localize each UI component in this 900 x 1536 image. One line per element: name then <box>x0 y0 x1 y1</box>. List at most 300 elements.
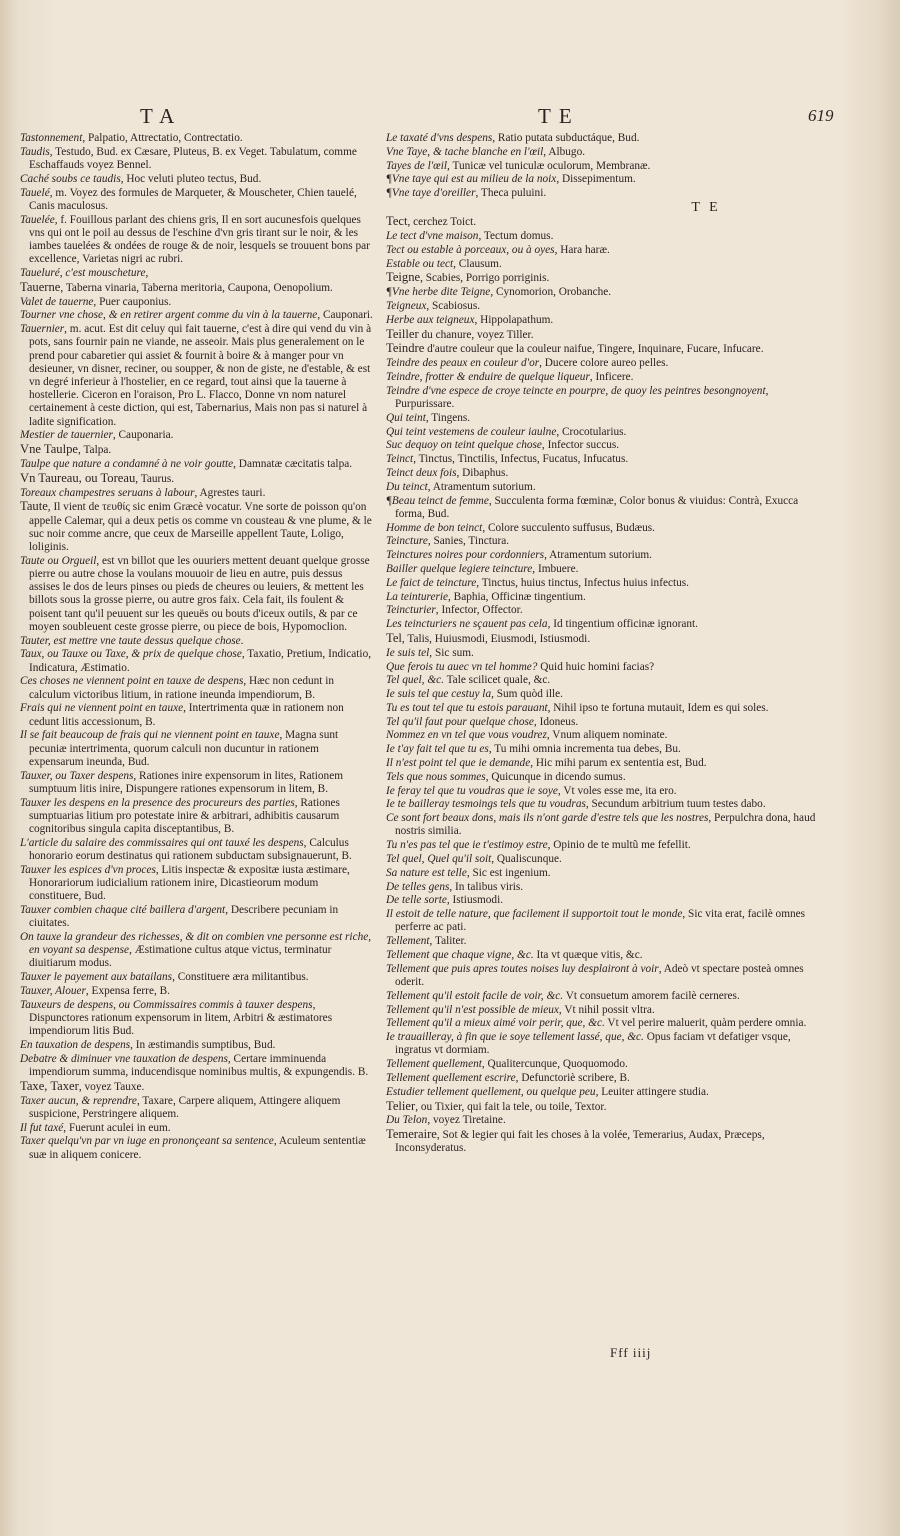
entry-headword: Vne Taulpe <box>20 442 78 457</box>
entry-definition: , Hæc non cedunt in calculum victoribus litium, in ratione ineunda impendiorum, B. <box>29 675 335 701</box>
entry-headword: Le taxaté d'vns despens <box>386 132 493 144</box>
entry-headword: Il n'est point tel que ie demande <box>386 757 531 770</box>
entry-definition: , Scabies, Porrigo porriginis. <box>420 272 550 285</box>
entry-headword: Teindre des peaux en couleur d'or <box>386 357 540 370</box>
dictionary-entry <box>386 949 826 962</box>
entry-headword: Taulpe que nature a condamné à ne voir goutte <box>20 458 234 470</box>
dictionary-entry <box>386 812 826 838</box>
dictionary-entry <box>386 314 826 327</box>
dictionary-entry <box>386 467 826 480</box>
running-header <box>0 104 900 128</box>
entry-definition: , In talibus viris. <box>449 880 524 893</box>
entry-definition: , Qualitercunque, Quoquomodo. <box>481 1058 628 1071</box>
signature-mark: Fff iiij <box>610 1345 652 1360</box>
entry-headword: Teinct <box>386 453 414 466</box>
dictionary-entry <box>386 1128 826 1155</box>
entry-headword: Tastonnement <box>20 132 83 144</box>
entry-headword: Homme de bon teinct <box>386 521 483 534</box>
entry-definition: , Cauponaria. <box>112 429 174 442</box>
entry-definition: , Colore succulento suffusus, Budæus. <box>482 521 656 534</box>
dictionary-entry <box>386 187 826 200</box>
dictionary-entry <box>386 146 826 159</box>
entry-definition: , Nihil ipso te fortuna mutauit, Idem es qui soles. <box>547 701 769 714</box>
dictionary-entry <box>386 160 826 173</box>
dictionary-entry <box>20 729 373 769</box>
entry-definition: , Infector, Offector. <box>435 604 523 617</box>
entry-headword: Le faict de teincture <box>386 576 477 589</box>
dictionary-entry <box>20 1122 373 1135</box>
dictionary-entry <box>20 837 373 863</box>
entry-definition: , Tectum domus. <box>478 229 554 242</box>
dictionary-entry <box>386 963 826 989</box>
section-heading: T E <box>691 199 721 215</box>
dictionary-entry <box>386 839 826 852</box>
entry-definition: , Aculeum sententiæ suæ in aliquem conicere. <box>29 1135 366 1161</box>
entry-definition: , Il vient de τευθίς sic enim Græcè vocatur. Vne sorte de poisson qu'on appelle Calemar, qui a deux petis os comme vn cousteau & vne plume, & le suc noir comme ancre, que ceux de Marseille appellent Taute, Loligo, loliginis. <box>29 501 372 553</box>
entry-headword: Suc dequoy on teint quelque chose <box>386 439 542 452</box>
entry-headword: Frais qui ne viennent point en tauxe <box>20 702 184 715</box>
entry-headword: Teigneux <box>386 299 427 312</box>
entry-headword: De telles gens <box>386 880 450 893</box>
entry-headword: La teinturerie <box>386 590 449 603</box>
dictionary-entry <box>20 1080 373 1094</box>
dictionary-entry <box>386 618 826 631</box>
entry-headword: Sa nature est telle <box>386 866 467 879</box>
entry-headword: Tellement que puis apres toutes noises luy desplairont à voir <box>386 962 659 975</box>
entry-definition: , Taurus. <box>135 472 175 485</box>
dictionary-entry <box>386 481 826 494</box>
entry-headword: En tauxation de despens <box>20 1039 131 1052</box>
entry-definition: , Damnatæ cæcitatis talpa. <box>233 458 353 470</box>
entry-definition: , Describere pecuniam in ciuitates. <box>29 904 339 930</box>
entry-definition: , Fuerunt aculei in eum. <box>63 1121 171 1134</box>
entry-definition: , Atramentum sutorium. <box>427 480 536 493</box>
entry-definition: , Vt voles esse me, ita ero. <box>557 784 677 797</box>
dictionary-entry <box>386 674 826 687</box>
dictionary-entry <box>20 487 373 500</box>
entry-headword: Nommez en vn tel que vous voudrez <box>386 729 547 742</box>
dictionary-entry <box>386 743 826 756</box>
entry-definition: , Tinctus, huius tinctus, Infectus huius infectus. <box>476 576 690 589</box>
entry-definition: , Taberna vinaria, Taberna meritoria, Caupona, Oenopolium. <box>60 281 333 294</box>
dictionary-entry <box>20 648 373 674</box>
dictionary-entry <box>20 173 373 186</box>
dictionary-entry <box>386 632 826 646</box>
dictionary-entry <box>20 458 373 471</box>
entry-definition: , Quicunque in dicendo sumus. <box>485 770 626 783</box>
entry-definition: d'autre couleur que la couleur naifue, Tingere, Inquinare, Fucare, Infucare. <box>424 343 764 356</box>
entry-headword: Tect ou estable à porceaux, ou à oyes <box>386 243 555 256</box>
dictionary-entry <box>20 675 373 701</box>
dictionary-entry <box>386 716 826 729</box>
entry-headword: Que ferois tu auec vn tel homme? <box>386 660 538 673</box>
entry-headword: Tauxer, Alouer <box>20 985 86 998</box>
entry-definition: Ita vt quæque vitis, &c. <box>533 949 643 962</box>
dictionary-entry <box>20 1095 373 1121</box>
entry-definition: , Ratio putata subductáque, Bud. <box>492 132 640 144</box>
entry-definition: , Crocotularius. <box>556 425 627 438</box>
entry-definition: , Cynomorion, Orobanche. <box>490 286 612 299</box>
entry-headword: Toreaux champestres seruans à labour <box>20 486 195 499</box>
entry-headword: Du Telon <box>386 1114 428 1127</box>
dictionary-entry <box>386 757 826 770</box>
dictionary-entry <box>386 522 826 535</box>
entry-definition: , In æstimandis sumptibus, Bud. <box>130 1039 276 1052</box>
entry-definition: , Certare imminuenda impendiorum summa, inducendisque nominibus multis, & expungendis. B. <box>29 1052 369 1079</box>
entry-headword: Ces choses ne viennent point en tauxe de despens <box>20 675 244 688</box>
dictionary-entry <box>20 999 373 1039</box>
entry-headword: Teindre d'vne espece de croye teincte en pourpre, de quoy les peintres besongnoyent <box>386 384 766 397</box>
right-column <box>386 132 826 1156</box>
entry-headword: Ie trauailleray, à fin que ie soye tellement lassé, que, &c. <box>386 1031 644 1044</box>
entry-definition: , est vn billot que les ouuriers mettent deuant quelque grosse pierre ou autre chose la voulans mouuoir de lieu en autre, puis dessus assises le dos de leurs pinses ou pieds de cheures ou leuiers, & mettent les billots sous la grosse pierre, ou autre gros faix. Cela fait, ils foulent & poisent tant qu'il peuuent sur les queuës ou bouts d'iceux outils, & par ce moyen soubleuent ceste grosse pierre, ou piece de bois, Hypomoclion. <box>29 554 370 633</box>
entry-definition: , Dissepimentum. <box>556 173 636 186</box>
dictionary-entry <box>386 798 826 811</box>
dictionary-entry <box>20 296 373 309</box>
dictionary-entry <box>20 635 373 648</box>
entry-definition: , Tunicæ vel tuniculæ oculorum, Membranæ. <box>447 159 651 172</box>
dictionary-entry <box>386 258 826 271</box>
entry-headword: On tauxe la grandeur des richesses, & dit on combien vne personne est riche, en voyant sa despense <box>20 931 372 957</box>
entry-headword: Il estoit de telle nature, que facilement il supportoit tout le monde <box>386 908 683 921</box>
entry-definition: , Magna sunt pecuniæ intertrimenta, quorum calculi non ducuntur in rationem expensarum ineunda, Bud. <box>29 729 339 768</box>
entry-definition: , voyez Tauxe. <box>78 1080 145 1093</box>
dictionary-entry <box>386 385 826 411</box>
entry-headword: Tauxer les despens en la presence des procureurs des parties <box>20 796 295 809</box>
entry-definition: , Litis inspectæ & expositæ iusta æstimare, Honorariorum iudicialium rationem inire, Dicastieorum modum constituere, Bud. <box>29 863 350 903</box>
entry-definition: , Inficere. <box>589 370 634 383</box>
entry-headword: Estudier tellement quellement, ou quelque peu <box>386 1085 596 1098</box>
dictionary-entry <box>20 931 373 971</box>
entry-headword: Tauter, est mettre vne taute dessus quelque chose <box>20 634 241 647</box>
entry-headword: Temeraire <box>386 1127 437 1142</box>
dictionary-entry <box>386 881 826 894</box>
dictionary-entry <box>386 300 826 313</box>
dictionary-entry <box>386 535 826 548</box>
entry-headword: Taueluré, c'est mouscheture <box>20 267 146 279</box>
entry-headword: Tellement quellement <box>386 1058 482 1071</box>
entry-definition: Quid huic homini facias? <box>537 660 655 673</box>
entry-headword: Tellement qu'il estoit facile de voir, &c. <box>386 989 564 1002</box>
entry-definition: , Vnum aliquem nominate. <box>546 729 668 742</box>
entry-definition: , Tu mihi omnia incrementa tua debes, Bu. <box>488 743 681 756</box>
entry-headword: Tellement <box>386 935 430 948</box>
entry-definition: , f. Fouillous parlant des chiens gris, Il en sort aucunesfois quelques vns qui ont le poil au dessus de l'eschine d'vn gris tirant sur le noir, & les iambes tauelées & ondées de rouge & de noir, lesquels se trouuent bons par excellence, Varietas nigri ac rubri. <box>29 213 370 266</box>
dictionary-entry <box>386 426 826 439</box>
dictionary-entry <box>20 472 373 486</box>
dictionary-entry <box>20 1135 373 1161</box>
dictionary-entry <box>20 1039 373 1052</box>
dictionary-entry <box>386 1086 826 1099</box>
left-column <box>20 132 373 1162</box>
entry-definition: , Taxare, Carpere aliquem, Attingere aliquem suspicione, Perstringere aliquem. <box>29 1094 341 1120</box>
dictionary-entry <box>386 328 826 342</box>
entry-definition: du chanure, voyez Tiller. <box>418 328 534 341</box>
entry-definition: , Constituere æra militantibus. <box>172 971 309 984</box>
entry-headword: Vn Taureau, ou Toreau <box>20 470 136 485</box>
entry-headword: Taute ou Orgueil <box>20 554 97 567</box>
dictionary-entry <box>386 853 826 866</box>
dictionary-entry <box>386 1100 826 1114</box>
entry-headword: Debatre & diminuer vne tauxation de despens <box>20 1052 228 1065</box>
entry-headword: Tu n'es pas tel que ie t'estimoy estre <box>386 839 548 852</box>
dictionary-entry <box>20 1053 373 1079</box>
entry-headword: Mestier de tauernier <box>20 429 113 442</box>
entry-headword: Teinctures noires pour cordonniers <box>386 549 545 562</box>
entry-headword: Telier <box>386 1098 416 1113</box>
entry-headword: Tourner vne chose, & en retirer argent comme du vin à la tauerne <box>20 309 318 322</box>
entry-definition: , Rationes inire expensorum in lites, Rationem sumptuum litis inire, Dispungere rationes expensorum in litem, B. <box>29 769 343 795</box>
header-left-letters: TA <box>140 104 183 128</box>
entry-headword: Teiller <box>386 326 419 341</box>
dictionary-entry <box>386 1058 826 1071</box>
dictionary-entry <box>20 132 373 145</box>
entry-definition: , Atramentum sutorium. <box>544 549 653 562</box>
entry-headword: Tauxer le payement aux batailans <box>20 971 173 984</box>
entry-headword: Les teincturiers ne sçauent pas cela <box>386 618 548 631</box>
entry-definition: , cerchez Toict. <box>407 216 477 229</box>
entry-headword: Le tect d'vne maison <box>386 229 479 242</box>
entry-definition: , Qualiscunque. <box>491 853 562 866</box>
dictionary-entry <box>20 443 373 457</box>
right-column-entries <box>386 215 826 1155</box>
entry-definition: , Defunctoriè scribere, B. <box>515 1072 630 1085</box>
entry-headword: De telle sorte <box>386 894 447 907</box>
entry-definition: , Perpulchra dona, haud nostris similia. <box>395 812 816 838</box>
entry-definition: Vt vel perire maluerit, quàm perdere omnia. <box>604 1017 807 1030</box>
dictionary-entry <box>20 971 373 984</box>
entry-definition: , Taxatio, Pretium, Indicatio, Indicatura, Æstimatio. <box>29 648 372 674</box>
entry-definition: Opus faciam vt defatiger vsque, ingratus vt dormiam. <box>395 1031 791 1057</box>
dictionary-entry <box>386 1004 826 1017</box>
dictionary-entry <box>20 555 373 634</box>
entry-headword: Tel qu'il faut pour quelque chose <box>386 715 534 728</box>
dictionary-entry <box>386 286 826 299</box>
entry-definition: , Intertrimenta quæ in rationem non cedunt litis accessionum, B. <box>29 702 344 728</box>
entry-headword: Ie suis tel <box>386 646 430 659</box>
entry-definition: Vt consuetum amorem facilè cerneres. <box>563 989 740 1002</box>
entry-headword: Tellement quellement escrire <box>386 1072 516 1085</box>
entry-headword: ¶Beau teinct de femme <box>386 494 489 507</box>
entry-headword: Bailler quelque legiere teincture <box>386 562 533 575</box>
entry-definition: , Rationes sumptuarias litium pro potestate inire & arbitrari, adhibitis causarum cognitoribus singula capita disceptantibus, B. <box>29 796 340 836</box>
entry-definition: , m. Voyez des formules de Marqueter, & Mouscheter, Chien tauelé, Canis maculosus. <box>29 186 357 212</box>
entry-headword: Tel quel, Quel qu'il soit <box>386 853 492 866</box>
entry-definition: , Palpatio, Attrectatio, Contrectatio. <box>82 132 243 144</box>
dictionary-entry <box>386 591 826 604</box>
entry-headword: Teincturier <box>386 604 436 617</box>
entry-definition: , Secundum arbitrium tuum testes dabo. <box>585 798 766 811</box>
dictionary-entry <box>386 371 826 384</box>
dictionary-entry <box>386 935 826 948</box>
entry-headword: Tauxer les espices d'vn proces <box>20 863 156 876</box>
dictionary-entry <box>386 549 826 562</box>
dictionary-entry <box>386 894 826 907</box>
entry-headword: Tels que nous sommes <box>386 770 486 783</box>
page-number: 619 <box>808 106 834 125</box>
dictionary-entry <box>386 215 826 229</box>
entry-definition: , Dispunctores rationum expensorum in litem, Arbitri & æstimatores impendiorum litis Bud. <box>29 998 333 1038</box>
entry-headword: Tellement que chaque vigne, &c. <box>386 949 534 962</box>
entry-definition: , Clausum. <box>453 257 502 270</box>
entry-headword: Tauxeurs de despens, ou Commissaires commis à tauxer despens <box>20 998 313 1011</box>
entry-headword: Du teinct <box>386 480 428 493</box>
entry-definition: , Talpa. <box>78 444 112 457</box>
entry-headword: Taudis <box>20 145 50 158</box>
entry-headword: Teindre <box>386 341 425 356</box>
entry-definition: , Opinio de te multũ me fefellit. <box>547 839 691 852</box>
dictionary-entry <box>20 429 373 442</box>
entry-definition: , Puer cauponius. <box>93 295 172 308</box>
dictionary-entry <box>20 187 373 213</box>
dictionary-entry <box>20 214 373 267</box>
entry-headword: Tel quel, &c. <box>386 674 444 687</box>
dictionary-entry <box>386 702 826 715</box>
entry-headword: Tauernier <box>20 323 65 336</box>
dictionary-entry <box>386 132 826 145</box>
entry-headword: Teindre, frotter & enduire de quelque liqueur <box>386 370 590 383</box>
dictionary-entry <box>20 770 373 796</box>
entry-definition: , Sot & legier qui fait les choses à la volée, Temerarius, Audax, Præceps, Inconsyderatus. <box>395 1129 765 1155</box>
entry-headword: ¶Vne taye d'oreiller <box>386 187 476 200</box>
dictionary-entry <box>386 1072 826 1085</box>
dictionary-entry <box>386 1114 826 1127</box>
dictionary-entry <box>386 271 826 285</box>
entry-definition: , Sic est ingenium. <box>466 866 551 879</box>
entry-headword: Tauelé <box>20 186 50 199</box>
dictionary-entry <box>386 563 826 576</box>
entry-headword: Valet de tauerne <box>20 295 94 308</box>
dictionary-entry <box>20 500 373 554</box>
entry-headword: Taxe, Taxer <box>20 1078 79 1093</box>
entry-definition: , Idoneus. <box>533 715 579 728</box>
dictionary-entry <box>20 323 373 429</box>
entry-definition: , m. acut. Est dit celuy qui fait tauerne, c'est à dire qui vend du vin à pots, sans fournir pain ne viande, ne asseoir. Mais plus generalement on le prend pour cabaretier qui assiet & fournit à boire & à manger pour vn desieuner, vn disner, reciner, ou soupper, & non de giste, ne d'estable, & est vn degré inferieur à l'hostelier, en ce regard, tout ainsi que la tauerne à hostellerie. Ciceron en l'oraison, Pro L. Flacco, Donne vn nom naturel certainement à ceste diction, qui est, Tabernarius, Mais non pas si naturel à ladite signification. <box>29 323 372 428</box>
entry-headword: L'article du salaire des commissaires qui ont tauxé les despens <box>20 836 304 849</box>
entry-definition: , Vt nihil possit vltra. <box>558 1003 655 1016</box>
entry-headword: Teincture <box>386 535 428 548</box>
entry-headword: Il se fait beaucoup de frais qui ne viennent point en tauxe <box>20 729 280 742</box>
entry-definition: , Ducere colore aureo pelles. <box>539 357 669 370</box>
entry-definition: , Testudo, Bud. ex Cæsare, Pluteus, B. ex Veget. Tabulatum, comme Eschaffauds voyez Bennel. <box>29 145 357 171</box>
entry-definition: , Calculus honorario eorum destinatus qui rationem subductam subsignauerunt, B. <box>29 836 352 863</box>
dictionary-entry <box>386 729 826 742</box>
entry-headword: Tect <box>386 214 408 229</box>
entry-headword: Taux, ou Tauxe ou Taxe, & prix de quelque chose <box>20 648 242 661</box>
entry-definition: , Dibaphus. <box>456 466 509 479</box>
entry-headword: Il fut taxé <box>20 1121 64 1134</box>
dictionary-entry <box>386 785 826 798</box>
dictionary-entry <box>20 281 373 295</box>
entry-headword: Tauxer combien chaque cité baillera d'argent <box>20 904 226 917</box>
entry-definition: , voyez Tiretaine. <box>427 1114 506 1127</box>
dictionary-entry <box>20 309 373 322</box>
entry-definition: , Albugo. <box>543 145 586 158</box>
dictionary-entry <box>386 990 826 1003</box>
entry-definition: , Sic vita erat, facilè omnes perferre ac pati. <box>395 908 806 934</box>
dictionary-entry <box>20 864 373 904</box>
entry-headword: Tayes de l'œil <box>386 159 447 172</box>
dictionary-entry <box>386 661 826 674</box>
entry-definition: , Scabiosus. <box>426 299 481 312</box>
entry-headword: Teinct deux fois <box>386 466 457 479</box>
dictionary-entry <box>386 495 826 521</box>
entry-definition: , Tingens. <box>425 411 471 424</box>
entry-headword: Tauelée <box>20 213 55 226</box>
entry-definition: , ou Tixier, qui fait la tele, ou toile, Textor. <box>415 1100 607 1113</box>
dictionary-entry <box>20 702 373 728</box>
entry-headword: Qui teint <box>386 411 426 424</box>
entry-definition: , Tinctus, Tinctilis, Infectus, Fucatus, Infucatus. <box>413 453 629 466</box>
dictionary-entry <box>386 577 826 590</box>
entry-definition: , Agrestes tauri. <box>194 486 266 499</box>
entry-definition: , Cauponari. <box>317 309 373 322</box>
entry-definition: , Expensa ferre, B. <box>85 985 170 998</box>
entry-headword: Tauerne <box>20 279 61 294</box>
dictionary-entry <box>386 412 826 425</box>
entry-headword: Qui teint vestemens de couleur iaulne <box>386 425 557 438</box>
dictionary-entry <box>386 439 826 452</box>
entry-headword: Taxer aucun, & reprendre <box>20 1094 137 1107</box>
header-right-letters: TE <box>538 104 580 128</box>
entry-definition: , Æstimatione cultus atque victus, terminatur diuitiarum modus. <box>29 944 332 970</box>
entry-definition: , Talis, Huiusmodi, Eiusmodi, Istiusmodi. <box>401 632 591 645</box>
dictionary-entry <box>386 688 826 701</box>
entry-headword: Ie t'ay fait tel que tu es <box>386 743 489 756</box>
entry-headword: Caché soubs ce taudis <box>20 172 121 185</box>
entry-definition: . <box>240 634 244 647</box>
entry-definition: , Sic sum. <box>429 646 474 659</box>
entry-headword: Tel <box>386 630 402 645</box>
dictionary-entry <box>20 797 373 837</box>
entry-definition: , Taliter. <box>429 935 467 948</box>
entry-definition: , Sum quòd ille. <box>491 688 563 701</box>
entry-headword: Ce sont fort beaux dons, mais ils n'ont garde d'estre tels que les nostres <box>386 812 709 825</box>
entry-definition: , Istiusmodi. <box>446 894 504 907</box>
dictionary-entry <box>386 342 826 356</box>
entry-definition: Tale scilicet quale, &c. <box>443 674 551 687</box>
dictionary-entry <box>386 173 826 186</box>
entry-definition: , <box>145 267 149 279</box>
dictionary-entry <box>386 647 826 660</box>
entry-definition: , Hoc veluti pluteo tectus, Bud. <box>120 172 262 185</box>
dictionary-entry <box>386 453 826 466</box>
entry-definition: , Theca puluini. <box>475 187 547 200</box>
entry-headword: Teigne <box>386 270 421 285</box>
entry-definition: , Adeò vt spectare posteà omnes oderit. <box>395 962 804 989</box>
entry-headword: Taute <box>20 499 48 514</box>
dictionary-entry <box>386 1017 826 1030</box>
dictionary-entry <box>20 985 373 998</box>
entry-headword: Tellement qu'il a mieux aimé voir perir, que, &c. <box>386 1017 605 1030</box>
entry-definition: , Imbuere. <box>532 562 579 575</box>
entry-headword: Ie te bailleray tesmoings tels que tu voudras <box>386 798 586 811</box>
dictionary-entry <box>386 908 826 934</box>
entry-headword: Tellement qu'il n'est possible de mieux <box>386 1003 559 1016</box>
entry-definition: , Hippolapathum. <box>474 313 554 326</box>
dictionary-entry <box>20 146 373 172</box>
entry-headword: Ie feray tel que tu voudras que ie soye <box>386 784 558 797</box>
dictionary-entry <box>386 867 826 880</box>
entry-headword: Vne Taye, & tache blanche en l'œil <box>386 145 544 158</box>
entry-headword: Tauxer, ou Taxer despens <box>20 769 134 782</box>
dictionary-entry <box>20 267 373 280</box>
entry-definition: , Baphia, Officinæ tingentium. <box>448 590 586 603</box>
entry-definition: , Infector succus. <box>541 439 620 452</box>
entry-definition: , Succulenta forma fœminæ, Color bonus & viuidus: Contrà, Exucca forma, Bud. <box>395 494 799 520</box>
entry-headword: Taxer quelqu'vn par vn iuge en prononçeant sa sentence <box>20 1135 274 1148</box>
entry-definition: , Id tingentium officinæ ignorant. <box>547 618 698 631</box>
